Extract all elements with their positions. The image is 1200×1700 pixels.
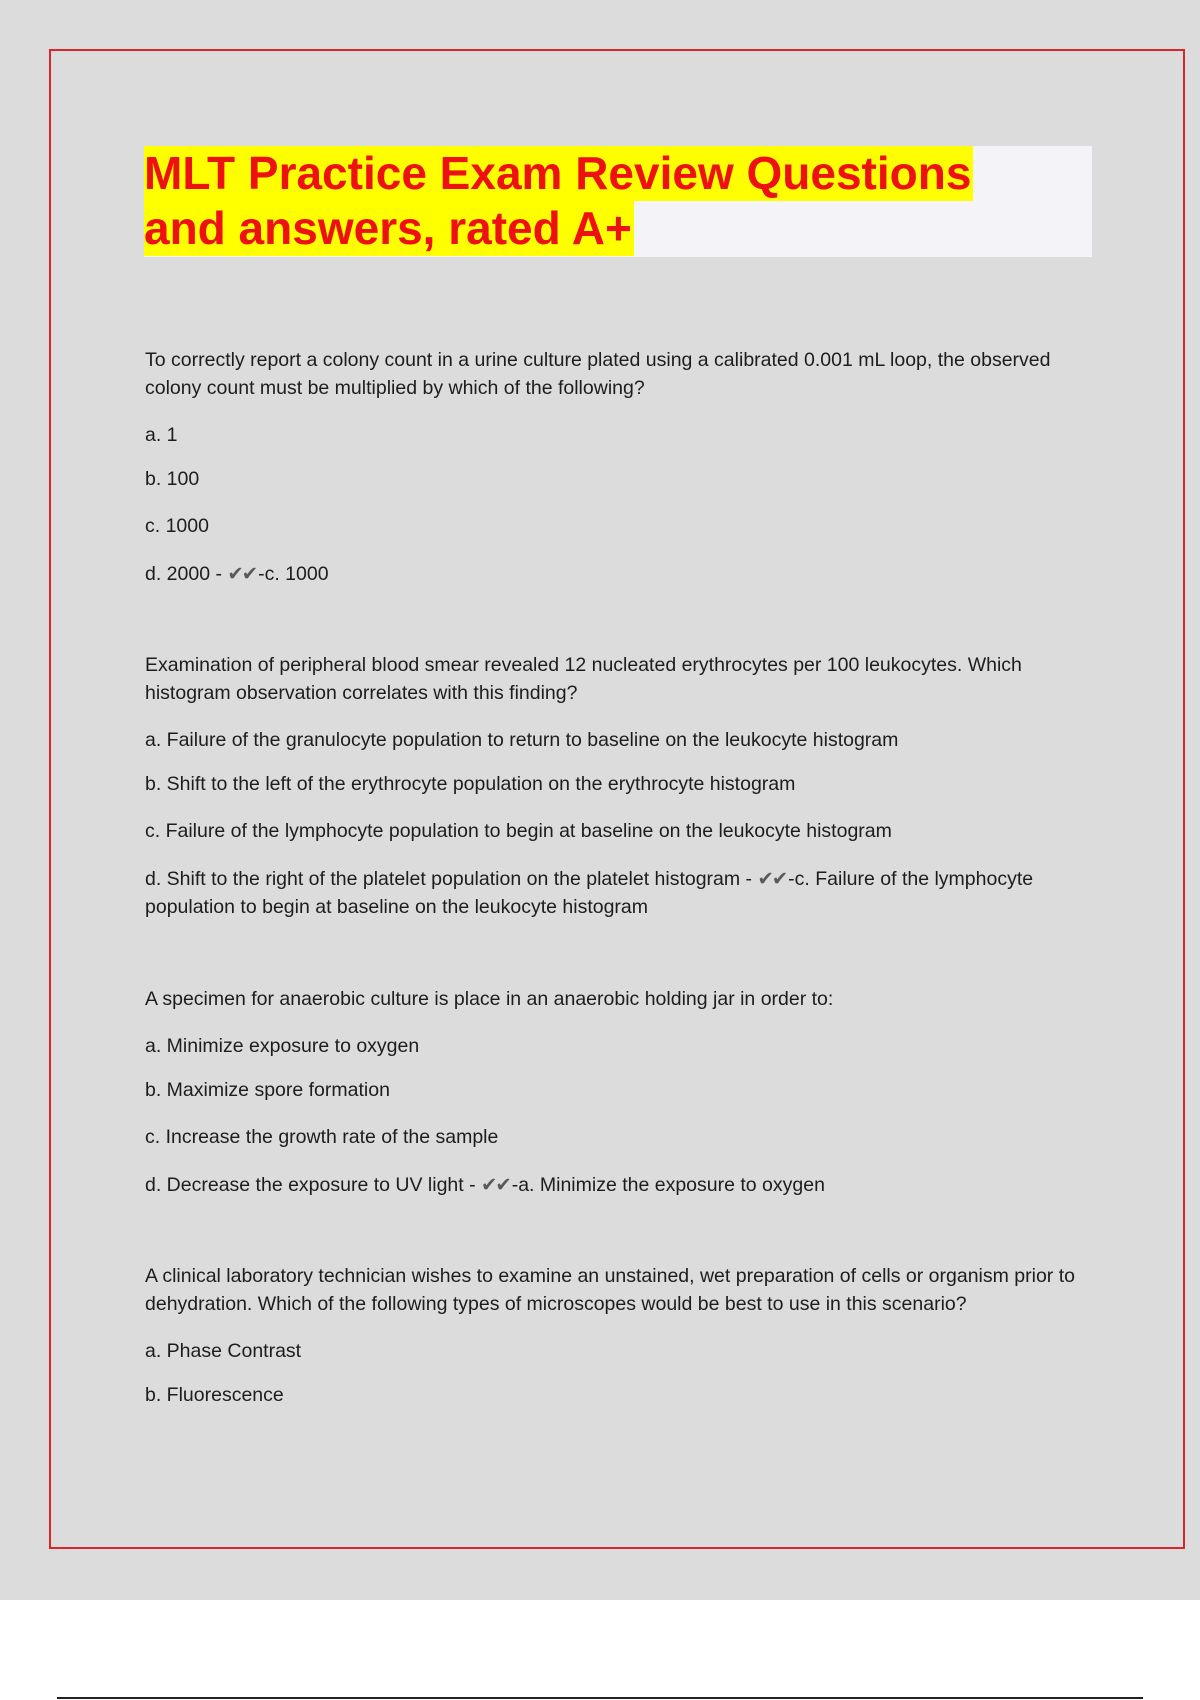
question-block-4	[145, 1262, 1095, 1422]
answer-option: a. Failure of the granulocyte population to return to baseline on the leukocyte histogram	[145, 729, 899, 751]
document-title-line-1: MLT Practice Exam Review Questions	[144, 147, 972, 199]
correct-answer: -c. Failure of the lymphocyte population to begin at baseline on the leukocyte histogram	[145, 868, 1034, 918]
question-block-2	[145, 651, 1095, 931]
question-stem: A clinical laboratory technician wishes to examine an unstained, wet preparation of cells or organism prior to dehydration. Which of the following types of microscopes would be best to use in this scenario?	[145, 1265, 1075, 1315]
answer-option: d. Decrease the exposure to UV light -	[145, 1174, 476, 1196]
document-title-line-2: and answers, rated A+	[144, 202, 632, 254]
answer-option: b. 100	[145, 468, 200, 490]
double-check-icon: ✔✔	[481, 1174, 510, 1196]
answer-option: a. Phase Contrast	[145, 1340, 302, 1362]
answer-option: a. 1	[145, 424, 178, 446]
answer-option: c. 1000	[145, 515, 209, 537]
answer-option: c. Increase the growth rate of the sample	[145, 1126, 499, 1148]
title-block	[144, 146, 1092, 257]
answer-option: d. Shift to the right of the platelet population on the platelet histogram -	[145, 868, 753, 890]
answer-option-with-key	[145, 1171, 825, 1199]
footer-rule	[57, 1697, 1143, 1699]
answer-option: c. Failure of the lymphocyte population to begin at baseline on the leukocyte histogram	[145, 820, 892, 842]
answer-option: b. Fluorescence	[145, 1384, 284, 1406]
answer-option: b. Shift to the left of the erythrocyte population on the erythrocyte histogram	[145, 773, 796, 795]
question-stem: Examination of peripheral blood smear revealed 12 nucleated erythrocytes per 100 leukocytes. Which histogram observation correlates with this finding?	[145, 654, 1022, 704]
question-block-3	[145, 985, 1095, 1205]
answer-option: a. Minimize exposure to oxygen	[145, 1035, 420, 1057]
correct-answer: -c. 1000	[258, 563, 329, 585]
question-block-1	[145, 346, 1095, 585]
answer-option: d. 2000 -	[145, 563, 222, 585]
answer-option-with-key	[145, 865, 1095, 921]
question-stem: To correctly report a colony count in a urine culture plated using a calibrated 0.001 mL loop, the observed colony count must be multiplied by which of the following?	[145, 349, 1051, 399]
correct-answer: -a. Minimize the exposure to oxygen	[511, 1174, 825, 1196]
question-stem: A specimen for anaerobic culture is place in an anaerobic holding jar in order to:	[145, 988, 834, 1010]
answer-option-with-key	[145, 560, 329, 588]
answer-option: b. Maximize spore formation	[145, 1079, 390, 1101]
double-check-icon: ✔✔	[227, 563, 257, 585]
double-check-icon: ✔✔	[757, 868, 787, 890]
